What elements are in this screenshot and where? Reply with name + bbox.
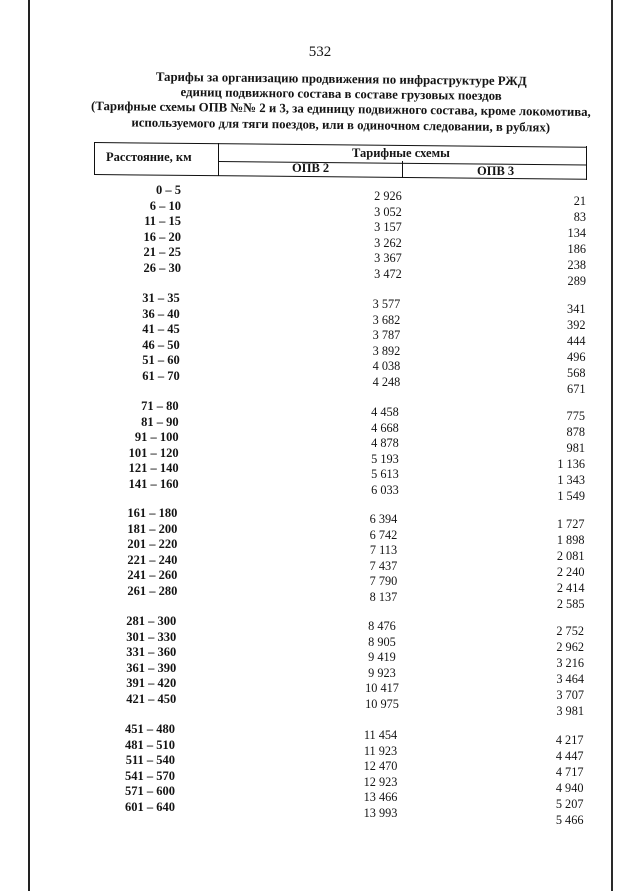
- opv2-cell: 3 472: [374, 267, 402, 281]
- opv2-cell: 10 975: [365, 697, 399, 711]
- opv3-cell: 3 707: [556, 687, 584, 702]
- distance-cell: 101 – 120: [128, 445, 179, 460]
- opv2-cell: 3 892: [372, 343, 401, 358]
- opv3-cell: 1 549: [557, 488, 585, 503]
- opv2-cell: 3 367: [374, 251, 402, 266]
- opv3-cell: 83: [573, 209, 586, 224]
- opv2-cell: 3 577: [372, 297, 401, 311]
- opv2-cell: 7 790: [369, 574, 398, 589]
- opv2-cell: 12 923: [363, 774, 398, 789]
- opv2-cell: 6 742: [369, 527, 398, 542]
- opv2-cell: 8 905: [368, 634, 396, 649]
- header-tariff-schemes: Тарифные схемы: [352, 146, 450, 160]
- opv3-cell: 2 240: [556, 564, 585, 579]
- header-opv2: ОПВ 2: [292, 161, 330, 175]
- distance-cell: 511 – 540: [125, 753, 175, 767]
- distance-cell: 421 – 450: [126, 691, 177, 706]
- opv2-cell: 6 394: [369, 512, 398, 526]
- distance-cell: 261 – 280: [127, 583, 178, 598]
- opv2-cell: 13 466: [363, 790, 398, 805]
- distance-cell: 11 – 15: [144, 214, 181, 228]
- opv3-cell: 2 081: [556, 548, 585, 563]
- distance-cell: 481 – 510: [125, 737, 175, 752]
- opv3-cell: 2 962: [556, 639, 584, 654]
- distance-cell: 46 – 50: [142, 337, 180, 352]
- distance-cell: 81 – 90: [141, 414, 179, 429]
- title-line: Тарифы за организацию продвижения по инфраструктуре РЖД: [155, 69, 527, 89]
- title-line: используемого для тяги поездов, или в одиночном следовании, в рублях): [131, 115, 551, 135]
- opv3-cell: 671: [567, 381, 586, 396]
- header-distance: Расстояние, км: [106, 150, 192, 164]
- opv2-cell: 7 113: [369, 543, 398, 558]
- opv3-cell: 1 136: [557, 456, 585, 471]
- distance-cell: 51 – 60: [142, 353, 180, 367]
- distance-cell: 361 – 390: [126, 660, 177, 675]
- opv3-cell: 2 414: [556, 580, 585, 595]
- opv3-cell: 878: [566, 424, 585, 439]
- opv3-cell: 5 466: [555, 812, 584, 827]
- distance-cell: 61 – 70: [142, 368, 180, 383]
- distance-cell: 0 – 5: [156, 183, 181, 197]
- distance-cell: 391 – 420: [126, 676, 177, 690]
- opv2-cell: 5 613: [371, 467, 399, 482]
- distance-cell: 26 – 30: [143, 260, 181, 275]
- opv2-cell: 5 193: [371, 451, 399, 466]
- distance-cell: 601 – 640: [125, 799, 175, 814]
- opv2-cell: 4 458: [371, 405, 399, 419]
- title-line: единиц подвижного состава в составе грузовых поездов: [180, 85, 502, 104]
- distance-cell: 31 – 35: [142, 291, 180, 305]
- opv2-cell: 12 470: [363, 759, 398, 774]
- opv3-cell: 3 464: [556, 671, 584, 686]
- opv2-cell: 4 038: [372, 359, 401, 374]
- distance-cell: 241 – 260: [127, 568, 178, 582]
- opv2-cell: 8 476: [368, 619, 396, 633]
- opv2-cell: 9 923: [368, 665, 396, 680]
- distance-cell: 571 – 600: [125, 784, 175, 798]
- distance-cell: 221 – 240: [127, 552, 178, 567]
- opv3-cell: 134: [567, 225, 586, 240]
- page-number: 532: [308, 44, 332, 60]
- opv3-cell: 392: [567, 317, 586, 332]
- opv3-cell: 5 207: [555, 796, 584, 811]
- distance-cell: 181 – 200: [127, 521, 178, 536]
- opv3-cell: 444: [567, 333, 586, 348]
- distance-cell: 21 – 25: [143, 245, 181, 259]
- opv3-cell: 341: [567, 302, 586, 316]
- distance-cell: 201 – 220: [127, 537, 178, 551]
- distance-cell: 121 – 140: [128, 461, 179, 475]
- opv2-cell: 4 248: [372, 375, 401, 389]
- opv2-cell: 6 033: [371, 483, 399, 497]
- opv3-cell: 1 898: [556, 532, 585, 547]
- opv3-cell: 4 717: [555, 764, 584, 779]
- distance-cell: 36 – 40: [142, 306, 180, 321]
- opv3-cell: 1 727: [556, 517, 585, 531]
- opv3-cell: 1 343: [557, 472, 585, 487]
- title-line: (Тарифные схемы ОПВ №№ 2 и 3, за единицу подвижного состава, кроме локомотива,: [90, 99, 591, 120]
- opv3-cell: 4 447: [555, 748, 584, 763]
- opv3-cell: 21: [573, 194, 586, 208]
- opv2-cell: 11 923: [363, 743, 398, 758]
- opv3-cell: 2 752: [556, 624, 584, 638]
- opv3-cell: 4 217: [555, 733, 584, 747]
- opv2-cell: 4 668: [371, 420, 399, 435]
- opv2-cell: 3 262: [374, 235, 402, 250]
- opv3-cell: 186: [567, 241, 586, 256]
- opv2-cell: 7 437: [369, 558, 398, 573]
- opv2-cell: 8 137: [369, 590, 398, 604]
- opv2-cell: 3 682: [372, 312, 401, 327]
- header-opv3: ОПВ 3: [477, 164, 515, 178]
- opv2-cell: 3 157: [374, 220, 402, 235]
- opv3-cell: 3 216: [556, 655, 584, 670]
- opv2-cell: 13 993: [363, 806, 398, 820]
- opv2-cell: 2 926: [374, 189, 402, 203]
- distance-cell: 16 – 20: [143, 229, 181, 244]
- opv3-cell: 568: [567, 365, 586, 380]
- distance-cell: 41 – 45: [142, 322, 180, 336]
- opv3-cell: 238: [567, 257, 586, 272]
- opv3-cell: 981: [566, 440, 585, 455]
- opv2-cell: 10 417: [365, 681, 399, 696]
- distance-cell: 281 – 300: [126, 614, 177, 628]
- distance-cell: 301 – 330: [126, 629, 177, 644]
- opv2-cell: 3 787: [372, 328, 401, 343]
- opv3-cell: 4 940: [555, 780, 584, 795]
- opv3-cell: 2 585: [556, 596, 585, 611]
- distance-cell: 6 – 10: [149, 198, 181, 213]
- opv2-cell: 4 878: [371, 436, 399, 451]
- opv3-cell: 775: [566, 409, 585, 423]
- distance-cell: 141 – 160: [128, 476, 179, 491]
- distance-cell: 161 – 180: [127, 506, 178, 520]
- opv2-cell: 3 052: [374, 204, 402, 219]
- opv3-cell: 3 981: [556, 703, 584, 718]
- opv2-cell: 11 454: [363, 728, 398, 742]
- opv3-cell: 496: [567, 349, 586, 364]
- distance-cell: 451 – 480: [125, 722, 175, 736]
- distance-cell: 91 – 100: [134, 430, 179, 444]
- distance-cell: 71 – 80: [141, 399, 179, 413]
- distance-cell: 331 – 360: [126, 645, 177, 659]
- distance-cell: 541 – 570: [125, 768, 175, 783]
- opv2-cell: 9 419: [368, 650, 396, 665]
- opv3-cell: 289: [567, 273, 586, 288]
